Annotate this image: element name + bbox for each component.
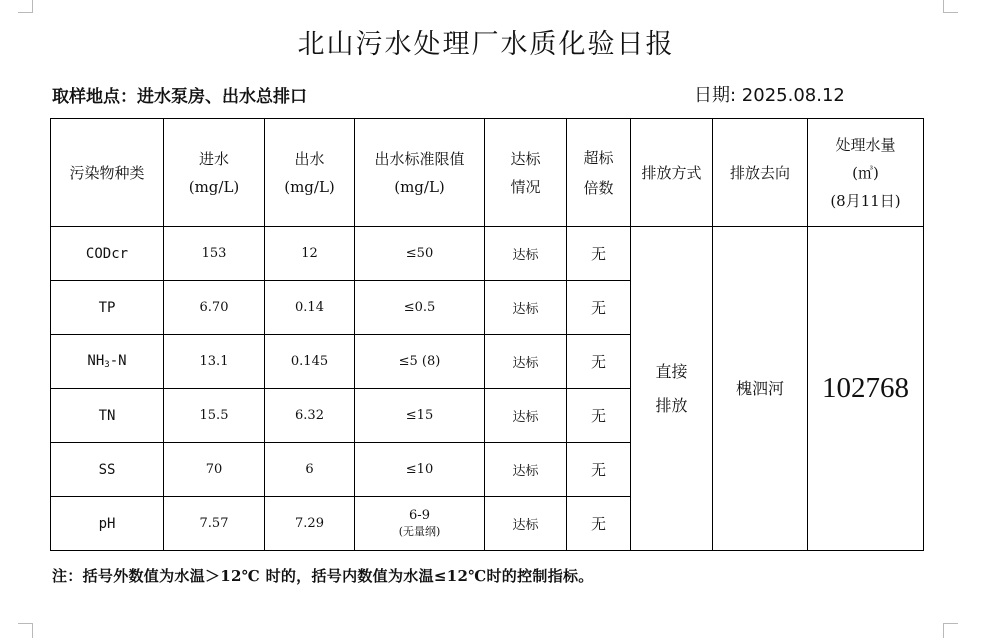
header-inlet: 进水 (mg/L) (164, 119, 265, 227)
pollutant-name: $NH_3-N$ (51, 335, 164, 389)
status-value: 达标 (485, 335, 567, 389)
status-value: 达标 (485, 443, 567, 497)
report-date: 日期: 2025.08.12 (694, 85, 845, 106)
sampling-location: 取样地点：进水泵房、出水总排口 (52, 87, 307, 107)
water-quality-table (50, 118, 924, 551)
inlet-value: 13.1 (164, 335, 265, 389)
inlet-value: 7.57 (164, 497, 265, 551)
limit-value: ≤15 (355, 389, 485, 443)
exceed-value: 无 (567, 281, 631, 335)
limit-value: 6-9 (无量纲) (355, 497, 485, 551)
exceed-value: 无 (567, 389, 631, 443)
limit-value: ≤50 (355, 227, 485, 281)
status-value: 达标 (485, 227, 567, 281)
header-discharge-method: 排放方式 (631, 119, 713, 227)
discharge-to-cell: 槐泗河 (713, 227, 808, 551)
outlet-value: 7.29 (265, 497, 355, 551)
exceed-value: 无 (567, 227, 631, 281)
pollutant-name: SS (51, 443, 164, 497)
limit-value: ≤0.5 (355, 281, 485, 335)
header-exceed: 超标倍数 (567, 119, 631, 227)
status-value: 达标 (485, 389, 567, 443)
footnote: 注：括号外数值为水温＞12℃ 时的，括号内数值为水温≤12℃时的控制指标。 (52, 567, 594, 585)
inlet-value: 6.70 (164, 281, 265, 335)
discharge-method-cell: 直接排放 (631, 227, 713, 551)
inlet-value: 70 (164, 443, 265, 497)
inlet-value: 153 (164, 227, 265, 281)
pollutant-name: CODcr (51, 227, 164, 281)
table-row (51, 227, 924, 281)
table-header-row (51, 119, 924, 227)
pollutant-name: TN (51, 389, 164, 443)
report-title: 北山污水处理厂水质化验日报 (297, 29, 675, 60)
limit-value: ≤10 (355, 443, 485, 497)
header-status: 达标情况 (485, 119, 567, 227)
header-discharge-to: 排放去向 (713, 119, 808, 227)
exceed-value: 无 (567, 497, 631, 551)
inlet-value: 15.5 (164, 389, 265, 443)
page-corner-mark (18, 0, 33, 13)
outlet-value: 0.14 (265, 281, 355, 335)
page-corner-mark (943, 0, 958, 13)
limit-value: ≤5 (8) (355, 335, 485, 389)
outlet-value: 6 (265, 443, 355, 497)
header-outlet: 出水 (mg/L) (265, 119, 355, 227)
exceed-value: 无 (567, 443, 631, 497)
treated-volume-cell: 102768 (808, 227, 924, 551)
outlet-value: 6.32 (265, 389, 355, 443)
outlet-value: 0.145 (265, 335, 355, 389)
pollutant-name: pH (51, 497, 164, 551)
header-pollutant: 污染物种类 (51, 119, 164, 227)
status-value: 达标 (485, 281, 567, 335)
header-limit: 出水标准限值 (mg/L) (355, 119, 485, 227)
exceed-value: 无 (567, 335, 631, 389)
status-value: 达标 (485, 497, 567, 551)
pollutant-name: TP (51, 281, 164, 335)
header-volume: 处理水量 (㎥) (8月11日) (808, 119, 924, 227)
outlet-value: 12 (265, 227, 355, 281)
